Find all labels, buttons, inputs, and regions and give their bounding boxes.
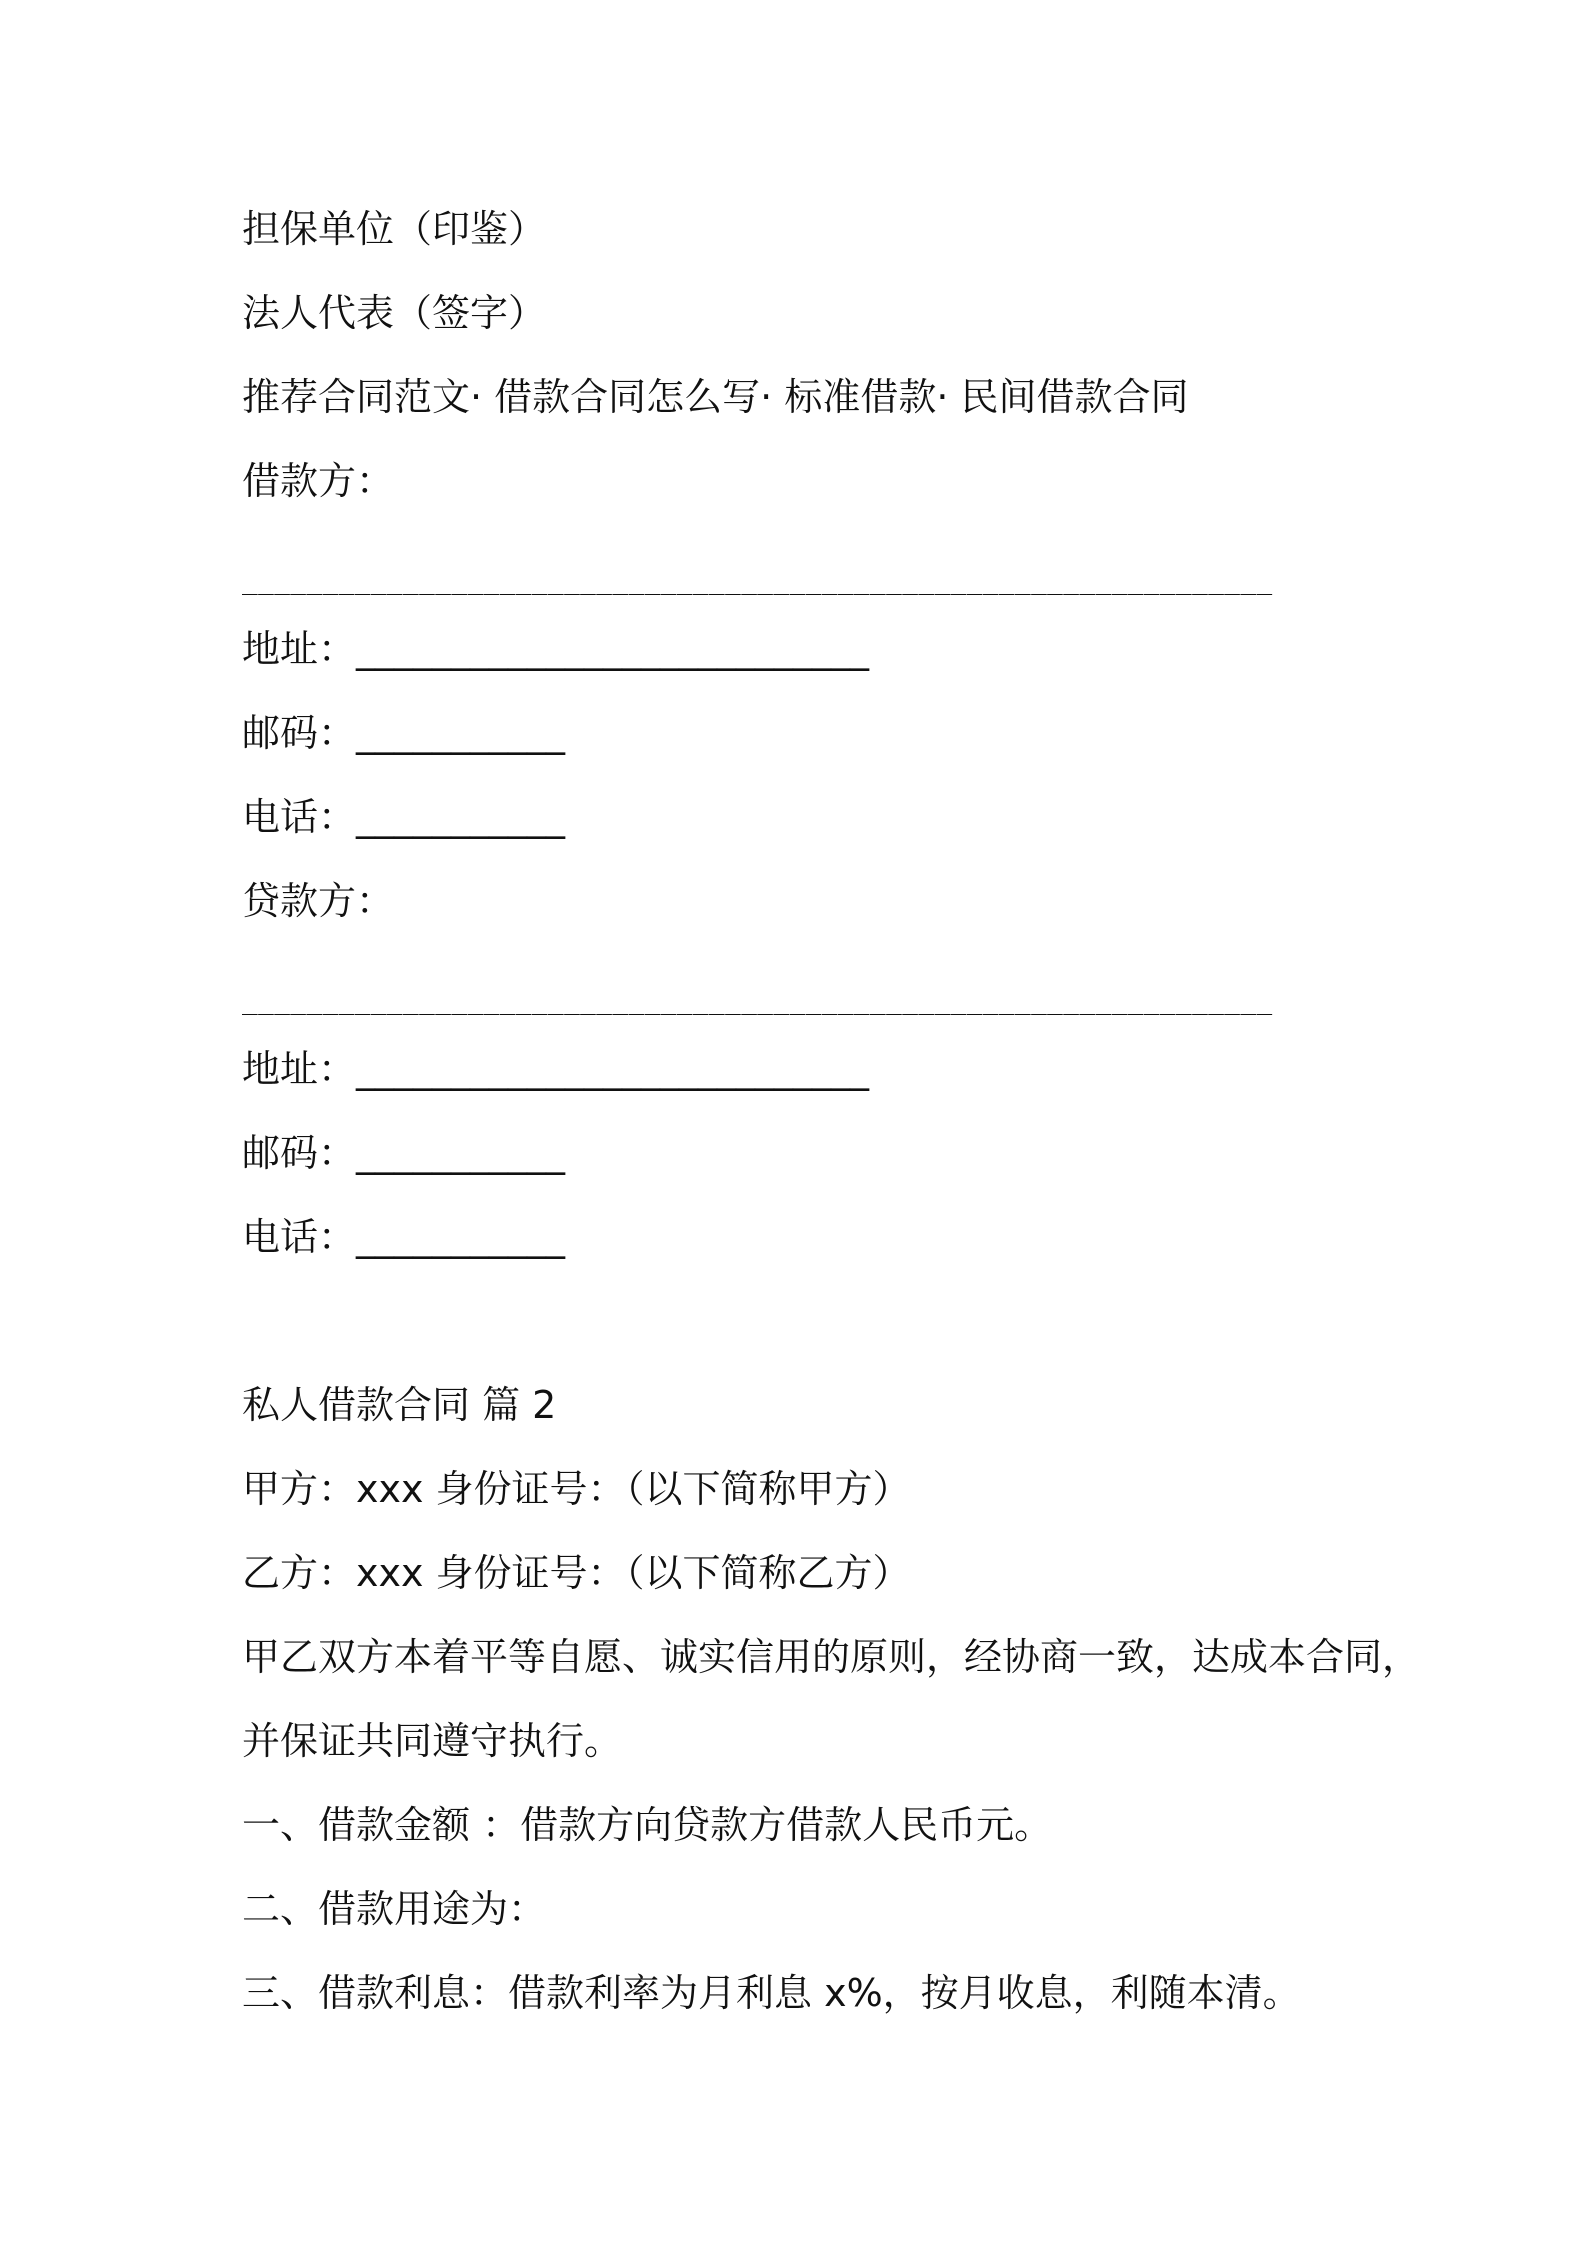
clause-2-purpose: 二、借款用途为： [242,1887,547,1931]
borrower-phone-line: 电话：___________ [242,795,566,839]
party-b-line: 乙方：xxx 身份证号：（以下简称乙方） [242,1551,911,1595]
section-title: 私人借款合同 篇 2 [242,1383,557,1427]
borrower-label: 借款方： [242,459,395,503]
clause-1-amount: 一、借款金额 ：借款方向贷款方借款人民币元。 [242,1803,1053,1847]
borrower-zip-line: 邮码：___________ [242,711,566,755]
guarantor-unit-line: 担保单位（印鉴） [242,207,547,251]
lender-zip-line: 邮码：___________ [242,1131,566,1175]
legal-rep-line: 法人代表（签字） [242,291,547,335]
lender-address-line: 地址：___________________________ [242,1047,870,1091]
recommend-links-line: 推荐合同范文· 借款合同怎么写· 标准借款· 民间借款合同 [242,375,1189,419]
preamble-line-2: 并保证共同遵守执行。 [242,1719,623,1763]
borrower-name-blank: ________________________________________________________________ [242,566,1273,596]
borrower-address-line: 地址：___________________________ [242,627,870,671]
lender-phone-line: 电话：___________ [242,1215,566,1259]
lender-label: 贷款方： [242,879,395,923]
lender-name-blank: ________________________________________________________________ [242,986,1273,1016]
party-a-line: 甲方：xxx 身份证号：（以下简称甲方） [242,1467,911,1511]
preamble-line-1: 甲乙双方本着平等自愿、诚实信用的原则，经协商一致，达成本合同， [242,1635,1421,1679]
clause-3-interest: 三、借款利息：借款利率为月利息 x%，按月收息，利随本清。 [242,1971,1301,2015]
